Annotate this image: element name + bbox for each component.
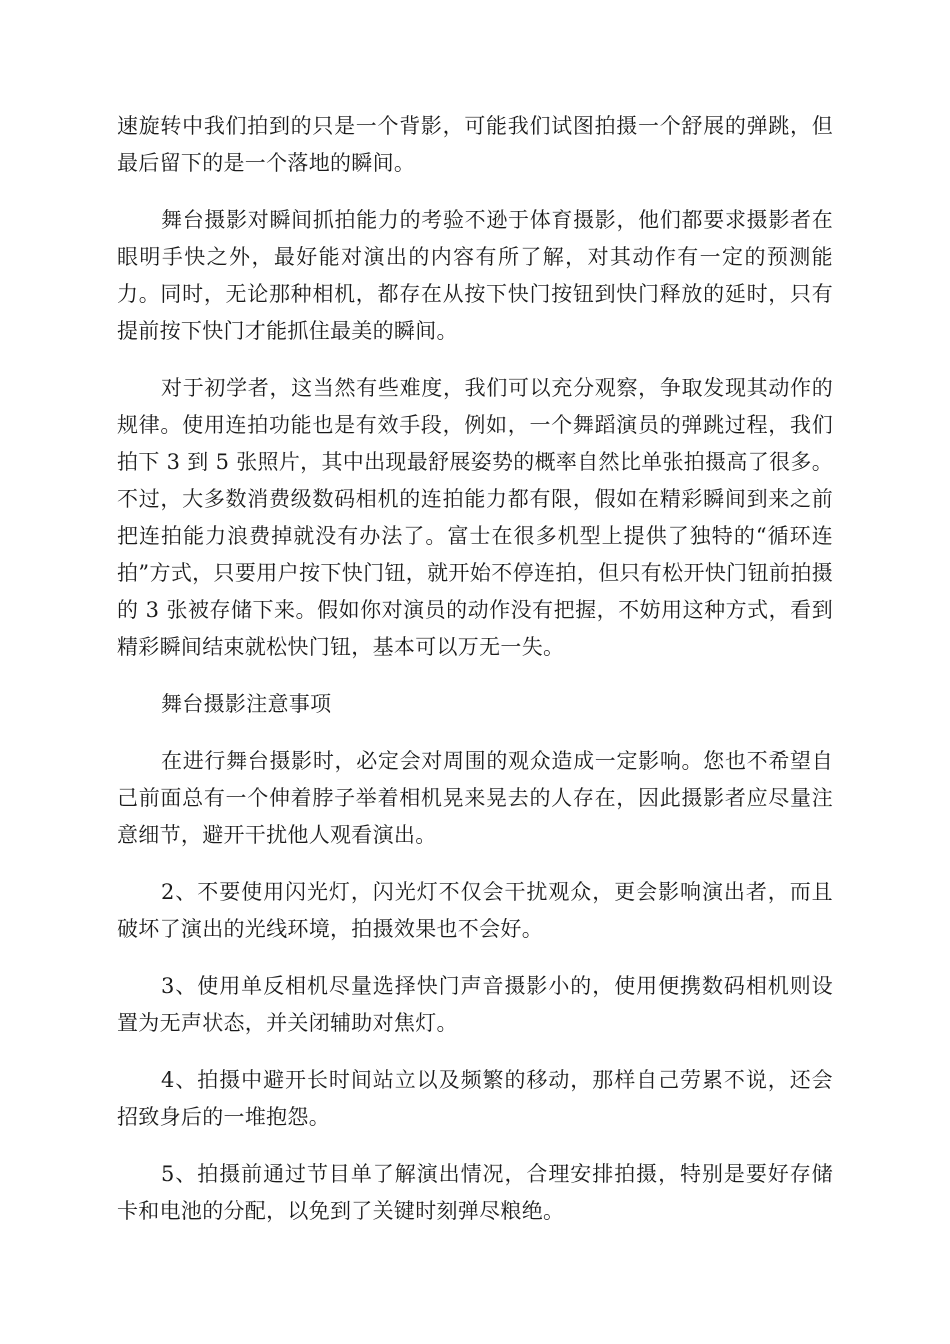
section-heading: 舞台摄影注意事项 — [161, 692, 332, 716]
document-body — [117, 108, 833, 1250]
list-item-5: 5、拍摄前通过节目单了解演出情况，合理安排拍摄，特别是要好存储卡和电池的分配，以免到了关键时刻弹尽粮绝。 — [117, 1162, 833, 1223]
paragraph-3: 对于初学者，这当然有些难度，我们可以充分观察，争取发现其动作的规律。使用连拍功能也是有效手段，例如，一个舞蹈演员的弹跳过程，我们拍下 3 到 5 张照片，其中出现最舒展姿势的概率自然比单张拍摄高了很多。不过，大多数消费级数码相机的连拍能力都有限，假如在精彩瞬间到来之前把连拍能力浪费掉就没有办法了。富士在很多机型上提供了独特的“循环连拍”方式，只要用户按下快门钮，就开始不停连拍，但只有松开快门钮前拍摄的 3 张被存储下来。假如你对演员的动作没有把握，不妨用这种方式，看到精彩瞬间结束就松快门钮，基本可以万无一失。 — [117, 376, 833, 659]
list-item-4: 4、拍摄中避开长时间站立以及频繁的移动，那样自己劳累不说，还会招致身后的一堆抱怨。 — [117, 1068, 833, 1129]
paragraph-2: 舞台摄影对瞬间抓拍能力的考验不逊于体育摄影，他们都要求摄影者在眼明手快之外，最好能对演出的内容有所了解，对其动作有一定的预测能力。同时，无论那种相机，都存在从按下快门按钮到快门释放的延时，只有提前按下快门才能抓住最美的瞬间。 — [117, 208, 833, 343]
paragraph-4: 在进行舞台摄影时，必定会对周围的观众造成一定影响。您也不希望自己前面总有一个伸着脖子举着相机晃来晃去的人存在，因此摄影者应尽量注意细节，避开干扰他人观看演出。 — [117, 749, 833, 847]
list-item-3: 3、使用单反相机尽量选择快门声音摄影小的，使用便携数码相机则设置为无声状态，并关闭辅助对焦灯。 — [117, 974, 833, 1035]
list-item-2: 2、不要使用闪光灯，闪光灯不仅会干扰观众，更会影响演出者，而且破坏了演出的光线环境，拍摄效果也不会好。 — [117, 880, 833, 941]
paragraph-1: 速旋转中我们拍到的只是一个背影，可能我们试图拍摄一个舒展的弹跳，但最后留下的是一个落地的瞬间。 — [117, 114, 833, 175]
